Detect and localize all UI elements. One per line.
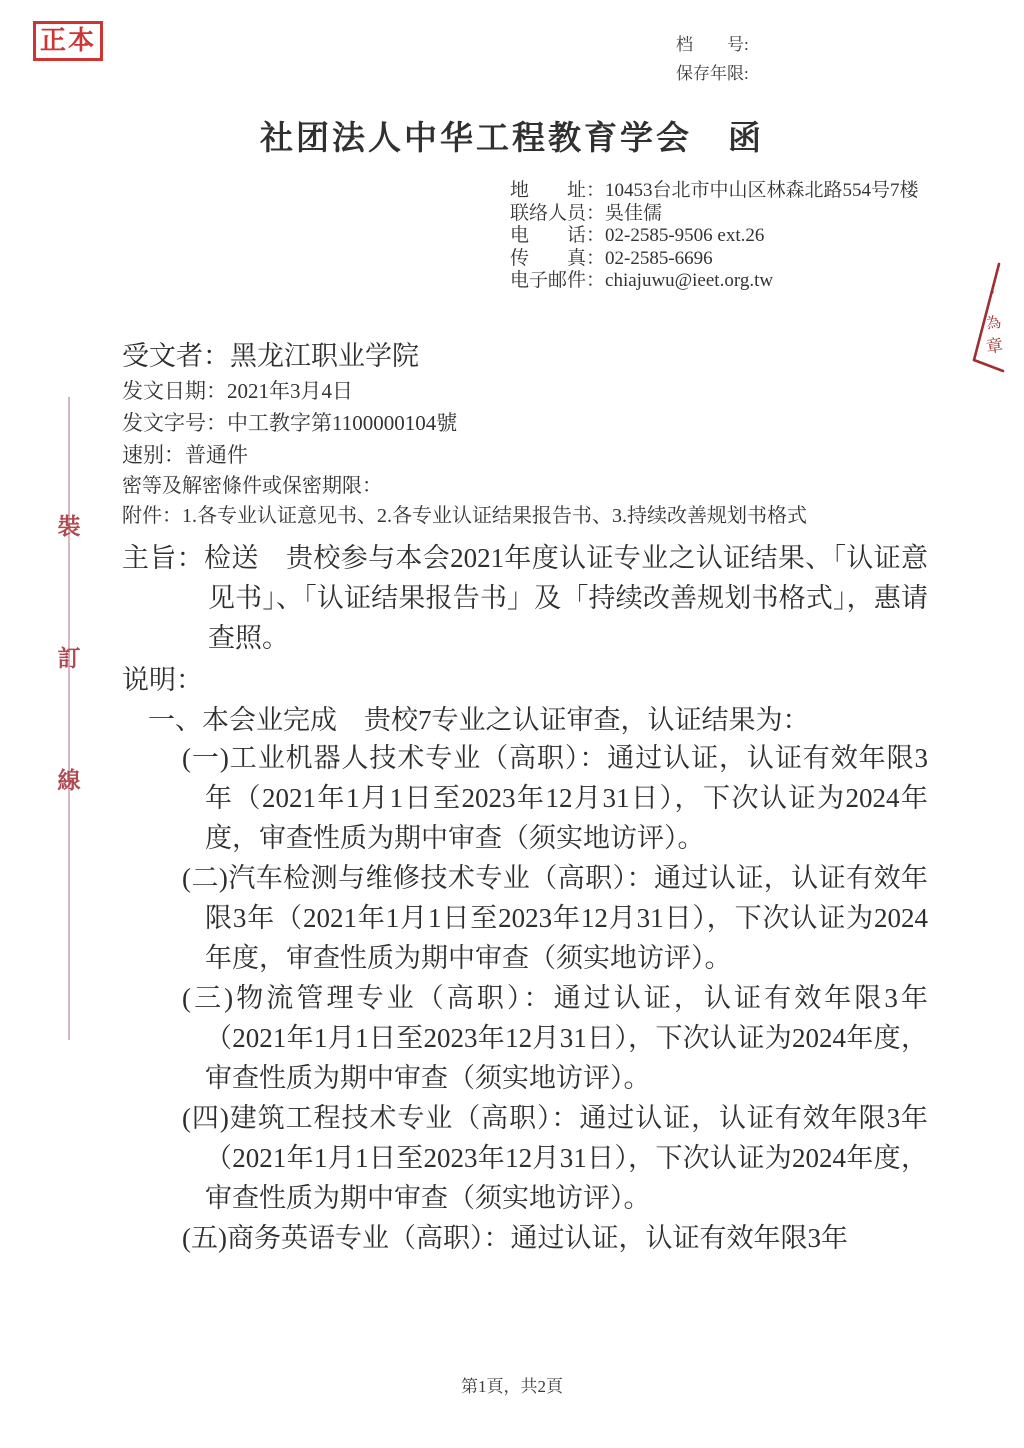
binding-char-xian: 線 [57,768,81,793]
speed-line [122,439,248,469]
attachments-line [122,499,807,528]
list-item-text: 物流管理专业（高职）：通过认证，认证有效年限3年（2021年1月1日至2023年12月31日），下次认证为2024年度，审查性质为期中审查（须实地访评）。 [205,983,929,1093]
page-number-footer: 第1頁，共2頁 [461,1377,563,1396]
contact-person [510,203,919,226]
explanation-heading: 说明： [122,665,203,695]
list-item-text: 商务英语专业（高职）：通过认证，认证有效年限3年 [226,1223,848,1253]
subject-label: 主旨： [122,543,205,573]
stamp-char-1: 為 [985,314,1003,333]
list-item-marker: (二) [182,863,228,893]
archive-number-label: 档 号: [676,35,749,54]
certification-results-list [122,738,928,1258]
red-seal-stamp-icon [920,250,1024,400]
attachments-value: 1.各专业认证意见书、2.各专业认证结果报告书、3.持续改善规划书格式 [182,505,807,527]
speed-label: 速别： [122,443,185,467]
list-item-marker: (四) [182,1103,229,1133]
original-copy-badge: 正本 [33,21,103,61]
binding-line [68,397,70,1040]
list-item-text: 建筑工程技术专业（高职）：通过认证，认证有效年限3年（2021年1月1日至2023年12月31日），下次认证为2024年度，审查性质为期中审查（须实地访评）。 [205,1103,928,1213]
item-one-text: 本会业完成 贵校7专业之认证审查，认证结果为： [202,705,810,735]
attachments-label: 附件： [122,505,182,527]
recipient-line [122,334,419,373]
doc-number-line [122,407,457,437]
list-item [122,978,928,1098]
list-item [122,1218,928,1258]
list-item-marker: (五) [182,1223,227,1253]
binding-char-ding: 訂 [57,646,81,671]
contact-person-value: 吳佳儒 [605,202,663,224]
email-label: 电子邮件： [510,270,606,292]
doc-number-value: 中工教字第1100000104號 [227,411,458,435]
security-label: 密等及解密條件或保密期限： [122,475,382,497]
doc-number-label: 发文字号： [122,411,227,435]
retention-period-label: 保存年限: [676,64,749,83]
contact-phone [510,225,919,248]
list-item-marker: (三) [182,983,234,1013]
subject-text: 检送 贵校参与本会2021年度认证专业之认证结果、「认证意见书」、「认证结果报告书」及「持续改善规划书格式」，惠请 查照。 [204,543,955,653]
subject-paragraph [122,538,955,658]
recipient-label: 受文者： [122,341,230,371]
speed-value: 普通件 [185,443,248,467]
document-title: 社团法人中华工程教育学会 函 [260,121,764,157]
list-item-text: 汽车检测与维修技术专业（高职）：通过认证，认证有效年限3年（2021年1月1日至2023年12月31日），下次认证为2024年度，审查性质为期中审查（须实地访评）。 [205,863,929,973]
stamp-char-2: 章 [984,335,1005,357]
issue-date-value: 2021年3月4日 [227,379,353,403]
contact-email [510,270,919,293]
list-item-marker: (一) [182,743,229,773]
issue-date-label: 发文日期： [122,379,227,403]
list-item [122,858,928,978]
explanation-item-one [148,698,810,737]
archive-header [676,30,749,88]
phone-value: 02-2585-9506 ext.26 [605,225,765,247]
phone-label: 电 话： [510,225,606,247]
recipient-value: 黑龙江职业学院 [230,341,419,371]
item-one-marker: 一、 [148,705,202,735]
sender-contact-block [510,180,919,293]
contact-address [510,180,919,203]
list-item-text: 工业机器人技术专业（高职）：通过认证，认证有效年限3年（2021年1月1日至2023年12月31日），下次认证为2024年度，审查性质为期中审查（须实地访评）。 [205,743,928,853]
email-value: chiajuwu@ieet.org.tw [605,270,774,292]
binding-char-zhuang: 裝 [57,514,81,539]
address-label: 地 址： [510,180,606,201]
list-item [122,738,928,858]
fax-value: 02-2585-6696 [605,247,713,269]
contact-person-label: 联络人员： [510,202,606,224]
fax-label: 传 真： [510,247,606,269]
issue-date-line [122,375,353,405]
contact-fax [510,248,919,271]
security-line [122,469,382,498]
address-value: 10453台北市中山区林森北路554号7楼 [605,180,919,201]
list-item [122,1098,928,1218]
